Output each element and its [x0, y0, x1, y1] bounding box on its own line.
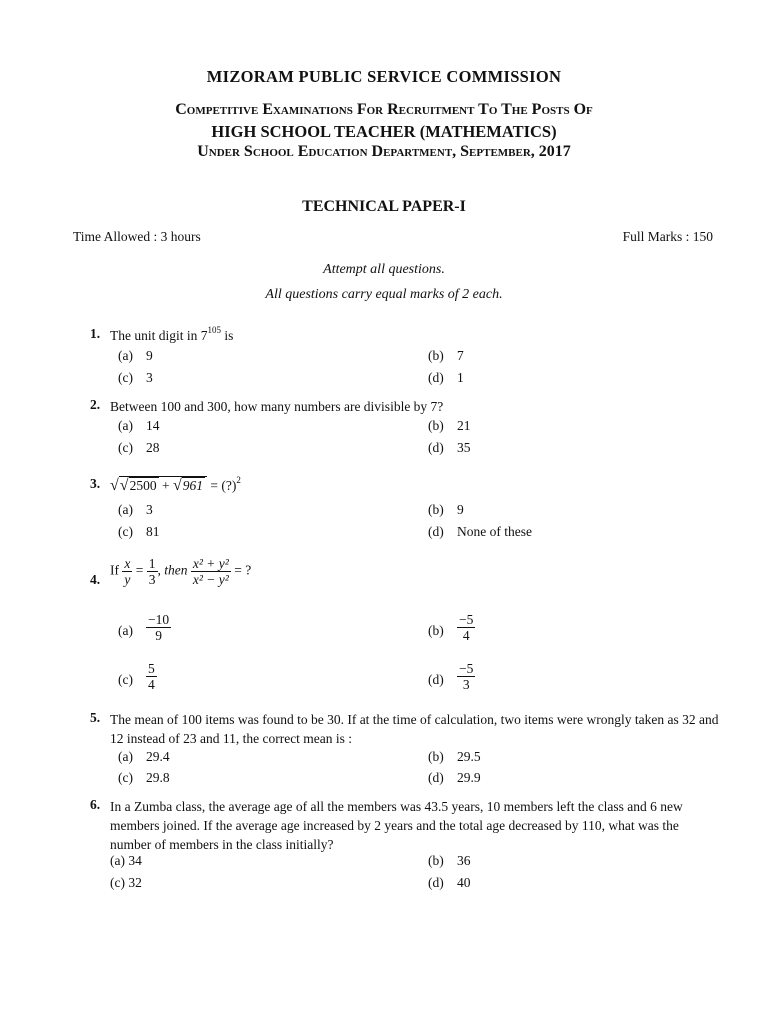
question-expression: [110, 556, 720, 587]
commission-title: MIZORAM PUBLIC SERVICE COMMISSION: [206, 67, 562, 86]
department-subtitle: Under School Education Department, September, 2017: [197, 143, 571, 160]
option-c-label: (c): [118, 672, 133, 687]
rhs-exponent: 2: [236, 475, 241, 485]
option-d-label: (d): [428, 672, 444, 687]
option-d-label: (d): [428, 770, 444, 785]
equals-sign: =: [135, 562, 144, 578]
option-b-value: 36: [457, 853, 471, 868]
option-a-label: (a): [118, 502, 133, 517]
option-d-value: 29.9: [457, 770, 481, 785]
option-c-value: 28: [146, 440, 160, 455]
denominator: 4: [462, 628, 470, 643]
paper-title: TECHNICAL PAPER-I: [302, 198, 466, 215]
option-d-value: 1: [457, 370, 464, 385]
post-title: HIGH SCHOOL TEACHER (MATHEMATICS): [211, 122, 557, 141]
fraction-x-over-y: [122, 556, 132, 587]
radicand-a: 2500: [129, 478, 157, 493]
option-b-label: (b): [428, 749, 444, 764]
option-d-label: (d): [428, 524, 444, 539]
option-b-label: (b): [428, 502, 444, 517]
denominator: 4: [148, 677, 155, 692]
fraction-sum-over-difference: [191, 556, 231, 587]
option-c-value: [146, 661, 157, 692]
option-b-label: (b): [428, 623, 444, 638]
power-exponent: 105: [207, 325, 221, 335]
numerator: −10: [148, 612, 170, 627]
question-suffix: is: [224, 328, 234, 343]
question-number: 4.: [90, 572, 101, 587]
question-expression: [110, 476, 720, 495]
option-b-label: (b): [428, 853, 444, 868]
option-b-value: [457, 612, 475, 643]
numerator: x² + y²: [192, 556, 229, 571]
option-d-value: 35: [457, 440, 471, 455]
option-c-label: (c): [118, 440, 133, 455]
option-d-label: (d): [428, 875, 444, 890]
option-a-label: (a): [118, 623, 133, 638]
question-number: 2.: [90, 397, 101, 412]
exam-subtitle: Competitive Examinations For Recruitment To The Posts Of: [175, 101, 593, 118]
question-text: The mean of 100 items was found to be 30. If at the time of calculation, two items were wrongly taken as 32 and 12 instead of 23 and 11, the correct mean is :: [110, 712, 719, 746]
option-b-value: 9: [457, 502, 464, 517]
option-c-label: (c): [118, 770, 133, 785]
option-d-label: (d): [428, 370, 444, 385]
question-number: 1.: [90, 326, 101, 341]
radical-sign-inner: √: [119, 477, 129, 494]
option-c-label: (c): [118, 370, 133, 385]
denominator: 9: [155, 628, 162, 643]
time-allowed: Time Allowed : 3 hours: [73, 229, 201, 244]
denominator: x² − y²: [192, 572, 229, 587]
option-a-value: 3: [146, 502, 153, 517]
option-c-label: (c): [118, 524, 133, 539]
numerator: 5: [148, 661, 155, 676]
radical-sign: √: [110, 477, 119, 494]
question-number: 6.: [90, 797, 101, 812]
numerator: −5: [459, 661, 474, 676]
question-text: Between 100 and 300, how many numbers are divisible by 7?: [110, 399, 444, 414]
option-d-value: None of these: [457, 524, 532, 539]
option-d-value: [457, 661, 475, 692]
option-c-value: 81: [146, 524, 160, 539]
plus-sign: +: [161, 478, 170, 493]
numerator: 1: [148, 556, 156, 571]
numerator: −5: [459, 612, 474, 627]
denominator: 3: [148, 572, 156, 587]
then-word: , then: [157, 562, 188, 578]
option-c-value: 3: [146, 370, 153, 385]
numerator: x: [124, 556, 131, 571]
question-stem: The unit digit in: [110, 328, 198, 343]
denominator: y: [124, 572, 131, 587]
option-a-value: [146, 612, 171, 643]
option-d-value: 40: [457, 875, 471, 890]
question-number: 3.: [90, 476, 101, 491]
option-a-label: (a): [118, 348, 133, 363]
power-base: 7: [200, 328, 208, 343]
option-d-label: (d): [428, 440, 444, 455]
option-b-value: 29.5: [457, 749, 481, 764]
expression-rhs: = (?): [210, 478, 237, 493]
option-c-value: 29.8: [146, 770, 170, 785]
option-b-value: 7: [457, 348, 464, 363]
radical-sign-inner-2: √: [172, 477, 182, 494]
if-word: If: [110, 562, 119, 578]
option-b-label: (b): [428, 418, 444, 433]
question-text: In a Zumba class, the average age of all the members was 43.5 years, 10 members left the class and 6 new members joined. If the average age increased by 2 years and the total age decreased by 110, what was the number of members in the class initially?: [110, 799, 683, 852]
option-a-label: (a): [118, 749, 133, 764]
option-a-value: 29.4: [146, 749, 170, 764]
radicand-b: 961: [182, 478, 203, 493]
denominator: 3: [462, 677, 470, 692]
option-b-label: (b): [428, 348, 444, 363]
option-c: (c) 32: [110, 875, 142, 890]
option-a-value: 9: [146, 348, 153, 363]
instruction-attempt: Attempt all questions.: [323, 262, 445, 277]
instruction-marks: All questions carry equal marks of 2 each.: [265, 287, 503, 302]
question-rhs: = ?: [234, 562, 252, 578]
option-a-value: 14: [146, 418, 160, 433]
option-a-label: (a): [118, 418, 133, 433]
option-b-value: 21: [457, 418, 471, 433]
option-a: (a) 34: [110, 853, 142, 868]
full-marks: Full Marks : 150: [622, 229, 713, 244]
question-text: [110, 326, 720, 345]
question-number: 5.: [90, 710, 101, 725]
fraction-one-third: [147, 556, 158, 587]
